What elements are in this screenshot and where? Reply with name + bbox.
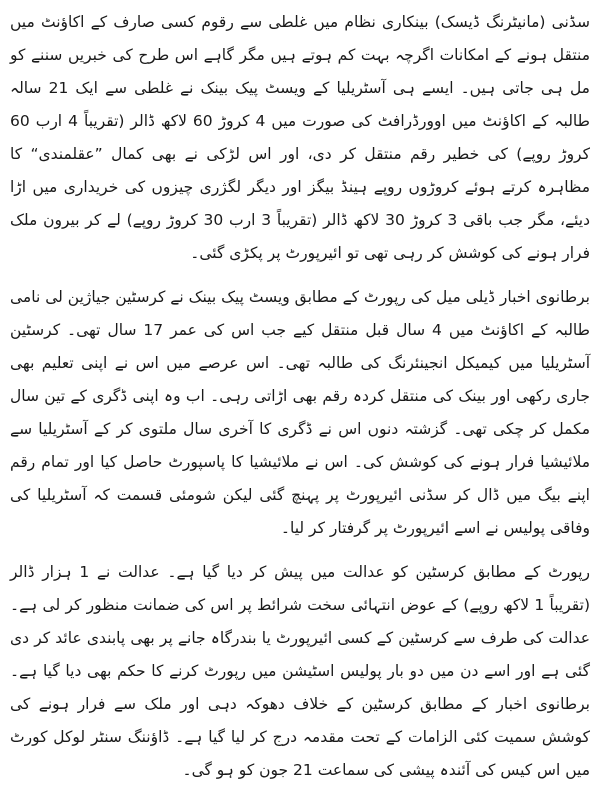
article-paragraph-3: رپورٹ کے مطابق کرسٹین کو عدالت میں پیش کر دیا گیا ہے۔ عدالت نے 1 ہزار ڈالر (تقریباً 1 لاکھ روپے) کے عوض انتہائی سخت شرائط پر اس کی ضمانت منظور کر لی ہے۔ عدالت کی طرف سے کرسٹین کے کسی ائیرپورٹ یا بندرگاہ جانے پر بھی پابندی عائد کر دی گئی ہے اور اسے دن میں دو بار پولیس اسٹیشن میں رپورٹ کرنے کا حکم بھی دیا گیا ہے۔ برطانوی اخبار کے مطابق کرسٹین کے خلاف دھوکہ دہی اور ملک سے فرار ہونے کی کوشش سمیت کئی الزامات کے تحت مقدمہ درج کر لیا گیا ہے۔ ڈاؤننگ سنٹر لوکل کورٹ میں اس کیس کی آئندہ پیشی کی سماعت 21 جون کو ہو گی۔ [10,563,590,779]
article-paragraph-1: سڈنی (مانیٹرنگ ڈیسک) بینکاری نظام میں غلطی سے رقوم کسی صارف کے اکاؤنٹ میں منتقل ہونے کے امکانات اگرچہ بہت کم ہوتے ہیں مگر گاہے اس طرح کی خبریں سننے کو مل ہی جاتی ہیں۔ ایسے ہی آسٹریلیا کے ویسٹ پیک بینک نے غلطی سے ایک 21 سالہ طالبہ کے اکاؤنٹ میں اوورڈرافٹ کی صورت میں 4 کروڑ 60 لاکھ ڈالر (تقریباً 4 ارب 60 کروڑ روپے) کی خطیر رقم منتقل کر دی، اور اس لڑکی نے بھی کمال ”عقلمندی“ کا مظاہرہ کرتے ہوئے کروڑوں روپے ہینڈ بیگز اور دیگر لگژری چیزوں کی خریداری میں اڑا دیئے، مگر جب باقی 3 کروڑ 30 لاکھ ڈالر (تقریباً 3 ارب 30 کروڑ روپے) لے کر بیرون ملک فرار ہونے کی کوشش کر رہی تھی تو ائیرپورٹ پر پکڑی گئی۔ [10,13,590,262]
article-paragraph-2: برطانوی اخبار ڈیلی میل کی رپورٹ کے مطابق ویسٹ پیک بینک نے کرسٹین جیاژین لی نامی طالبہ کے اکاؤنٹ میں 4 سال قبل منتقل کیے جب اس کی عمر 17 سال تھی۔ کرسٹین آسٹریلیا میں کیمیکل انجینئرنگ کی طالبہ تھی۔ اس عرصے میں اس نے اپنی تعلیم بھی جاری رکھی اور بینک کی منتقل کردہ رقم بھی اڑاتی رہی۔ اب وہ اپنی ڈگری کے تین سال مکمل کر چکی تھی۔ گزشتہ دنوں اس نے ڈگری کا آخری سال ملتوی کر کے آسٹریلیا سے ملائیشیا فرار ہونے کی کوشش کی۔ اس نے ملائیشیا کا پاسپورٹ حاصل کیا اور تمام رقم اپنے بیگ میں ڈال کر سڈنی ائیرپورٹ پر پہنچ گئی لیکن شومئی قسمت کہ آسٹریلیا کی وفاقی پولیس نے اسے ائیرپورٹ پر گرفتار کر لیا۔ [10,288,590,537]
